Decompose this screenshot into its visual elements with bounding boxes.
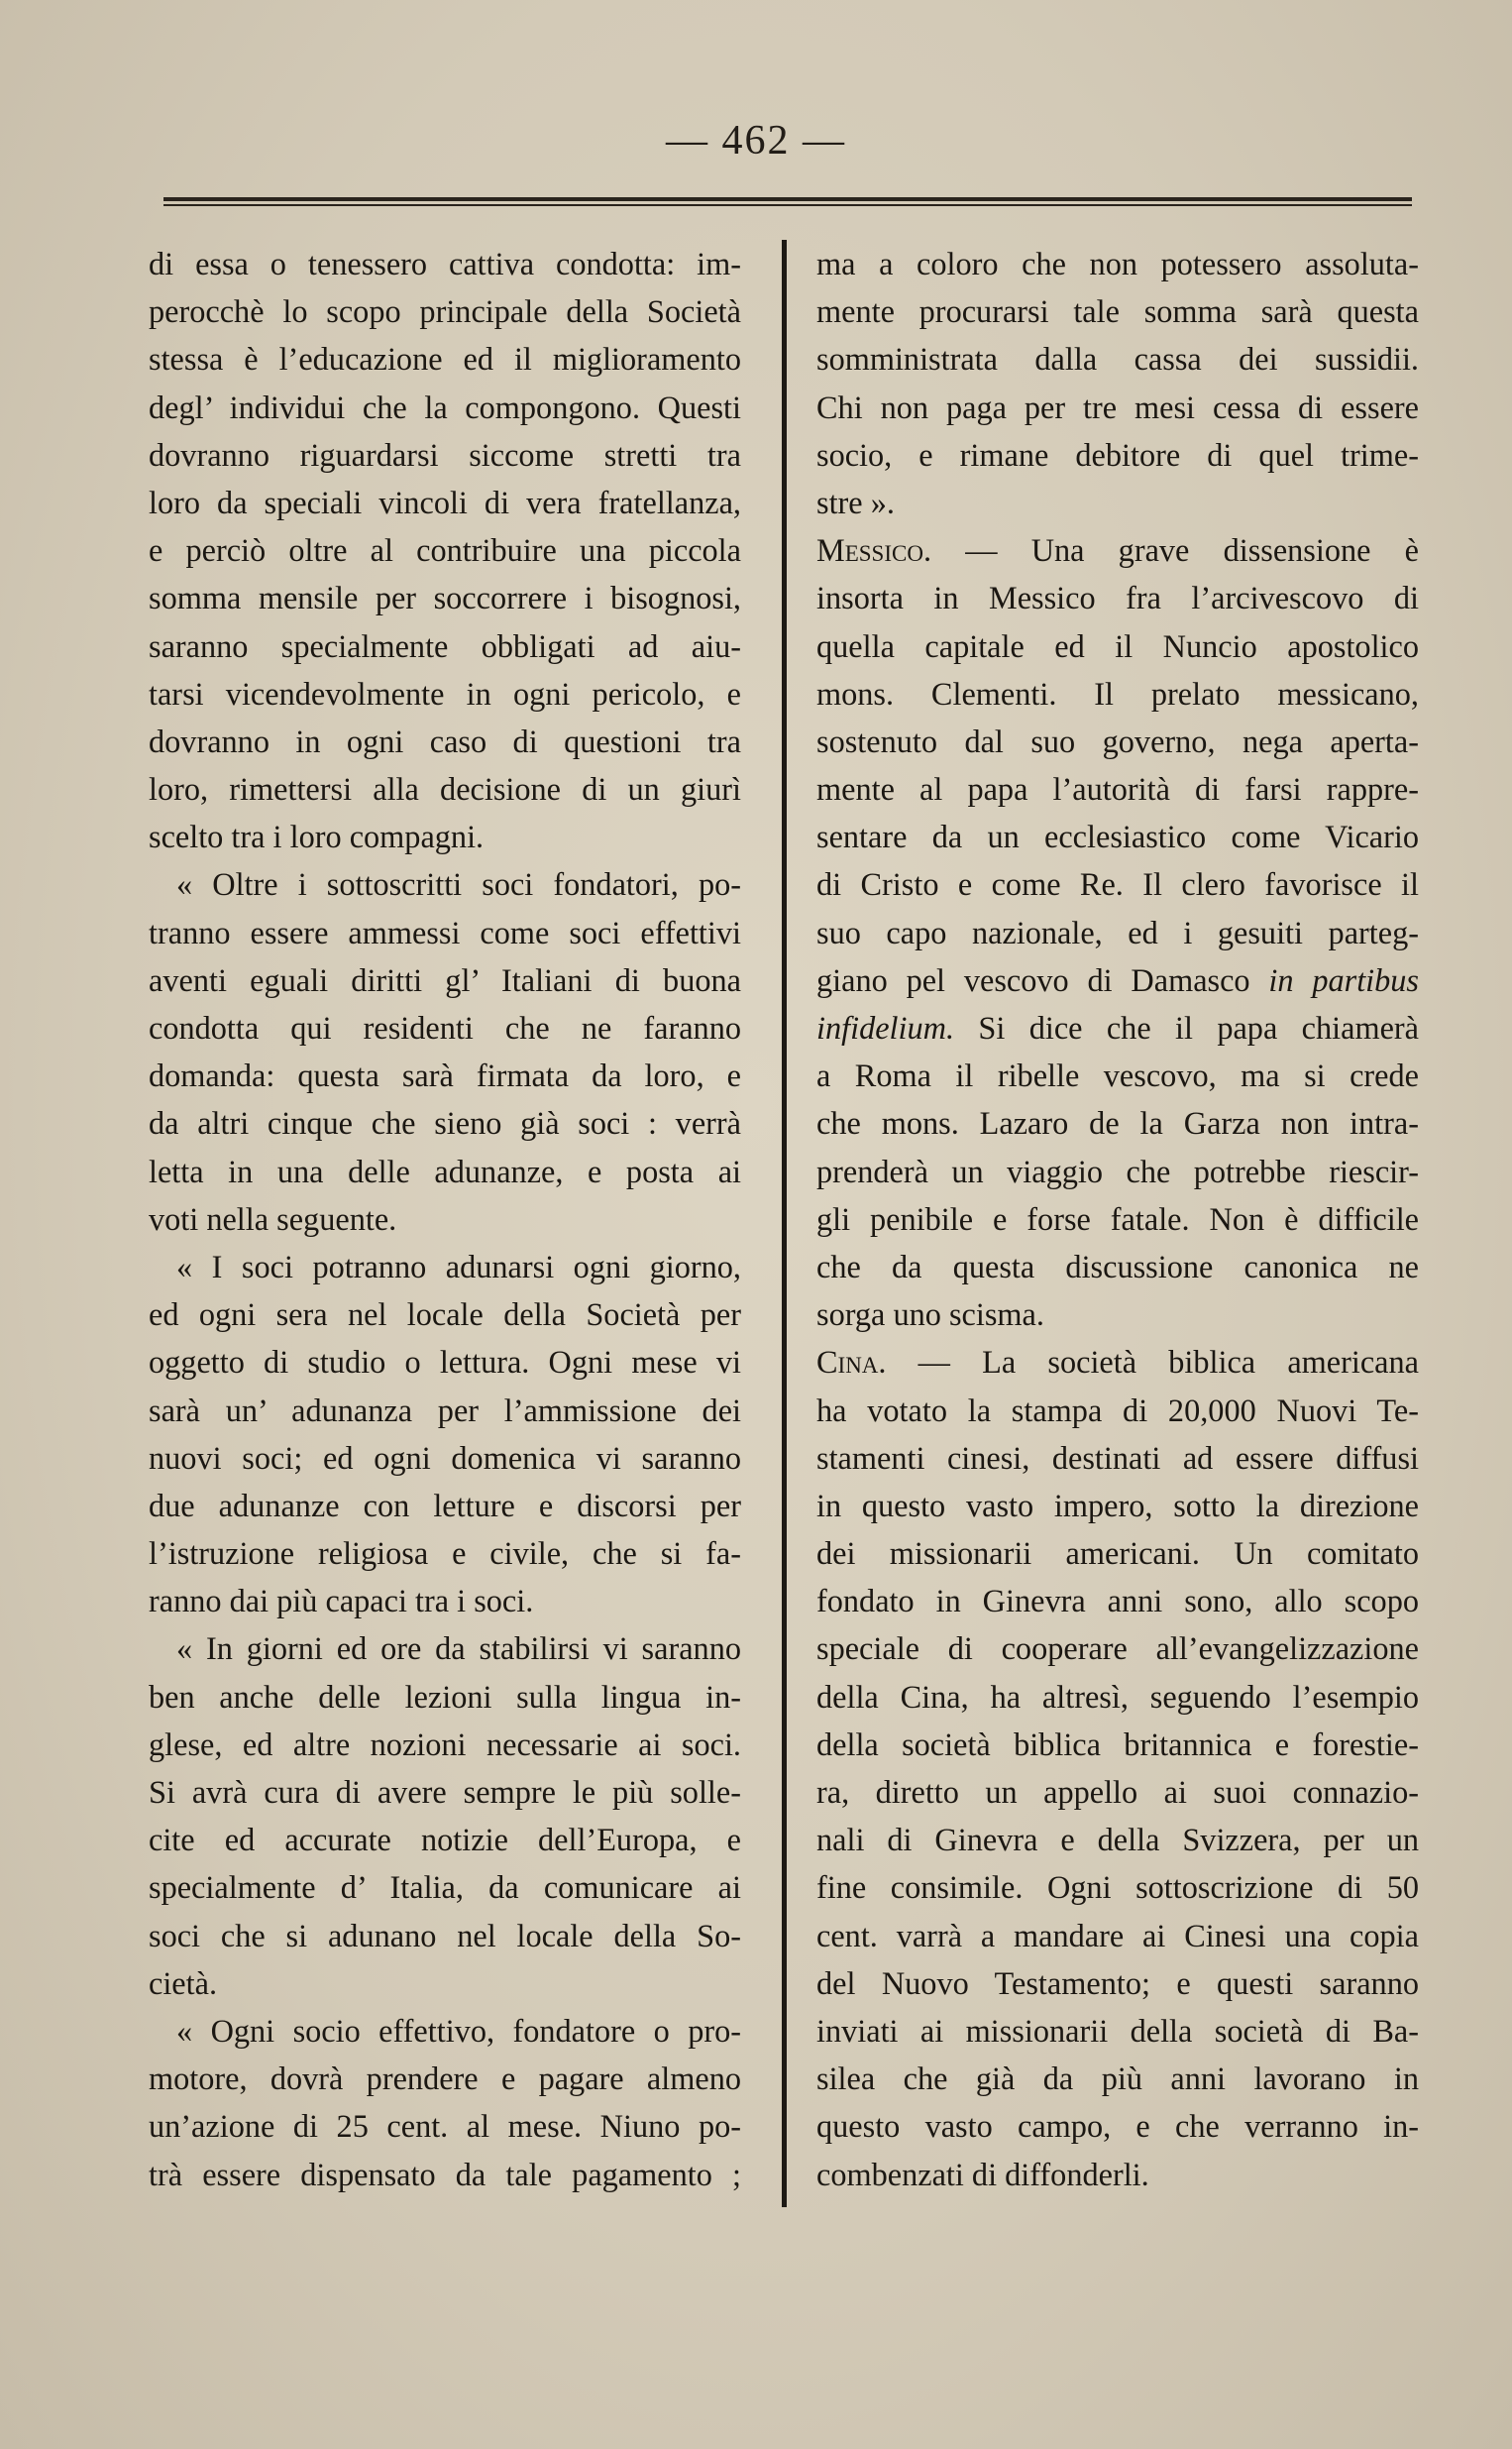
text-line — [816, 1052, 1419, 1099]
text-line — [149, 670, 741, 718]
text-line — [816, 1387, 1419, 1434]
line-text: insorta in Messico fra l’arcivescovo di — [816, 580, 1419, 616]
line-text: nuovi soci; ed ogni domenica vi saranno — [149, 1439, 741, 1476]
text-line — [816, 1673, 1419, 1721]
line-text: del Nuovo Testamento; e questi saranno — [816, 1964, 1419, 2001]
line-text: della Cina, ha altresì, seguendo l’esempio — [816, 1678, 1419, 1715]
text-line — [816, 718, 1419, 765]
header-rule — [163, 197, 1412, 206]
text-line — [149, 2055, 741, 2102]
line-text: loro, rimettersi alla decisione di un giurì — [149, 771, 741, 808]
text-line — [149, 1959, 741, 2007]
text-line — [149, 1577, 741, 1624]
text-line — [816, 860, 1419, 908]
text-line — [149, 574, 741, 621]
line-text: « Oltre i sottoscritti soci fondatori, po- — [176, 866, 741, 903]
text-line — [149, 1721, 741, 1768]
text-line — [149, 479, 741, 526]
text-line — [149, 1768, 741, 1816]
line-text: scelto tra i loro compagni. — [149, 819, 485, 855]
line-text: socio, e rimane debitore di quel trime- — [816, 436, 1419, 473]
line-text: mente procurarsi tale somma sarà questa — [816, 293, 1419, 330]
line-text: a Roma il ribelle vescovo, ma si crede — [816, 1058, 1419, 1094]
line-text: — Una grave dissensione è — [931, 532, 1419, 569]
text-line — [816, 240, 1419, 287]
text-line — [816, 2055, 1419, 2102]
text-line — [816, 479, 1419, 526]
line-text: che mons. Lazaro de la Garza non intra- — [816, 1105, 1419, 1142]
line-text: ma a coloro che non potessero assoluta- — [816, 246, 1419, 281]
text-line — [816, 909, 1419, 956]
text-line — [149, 1387, 741, 1434]
line-text: fondato in Ginevra anni sono, allo scopo — [816, 1583, 1419, 1619]
line-text: da altri cinque che sieno già soci : verrà — [149, 1105, 741, 1142]
text-line — [149, 860, 741, 908]
line-text: stre ». — [816, 484, 895, 520]
line-text: loro da speciali vincoli di vera fratellanza, — [149, 484, 741, 520]
line-text: ha votato la stampa di 20,000 Nuovi Te- — [816, 1391, 1419, 1428]
text-line — [816, 1338, 1419, 1386]
text-line — [149, 335, 741, 383]
line-text: dovranno in ogni caso di questioni tra — [149, 723, 741, 759]
line-text: saranno specialmente obbligati ad aiu- — [149, 627, 741, 664]
line-text: prenderà un viaggio che potrebbe riescir- — [816, 1153, 1419, 1189]
text-line — [816, 1816, 1419, 1863]
text-line — [149, 1099, 741, 1147]
line-text: condotta qui residenti che ne faranno — [149, 1010, 741, 1046]
text-line — [816, 1099, 1419, 1147]
text-line — [149, 1434, 741, 1482]
text-line — [816, 1148, 1419, 1195]
line-text: dovranno riguardarsi siccome stretti tra — [149, 436, 741, 473]
line-text: mons. Clementi. Il prelato messicano, — [816, 675, 1419, 712]
text-line — [816, 1290, 1419, 1338]
line-text: cent. varrà a mandare ai Cinesi una copia — [816, 1917, 1419, 1953]
line-text: ed ogni sera nel locale della Società per — [149, 1296, 741, 1333]
line-text: somma mensile per soccorrere i bisognosi, — [149, 580, 741, 616]
line-text: silea che già da più anni lavorano in — [816, 2060, 1419, 2097]
text-line — [149, 1004, 741, 1052]
line-text: stessa è l’educazione ed il miglioramento — [149, 341, 741, 378]
text-line — [816, 2102, 1419, 2150]
line-text: in questo vasto impero, sotto la direzione — [816, 1487, 1419, 1523]
left-column — [149, 240, 741, 2198]
text-line — [149, 956, 741, 1004]
line-text: un’azione di 25 cent. al mese. Niuno po- — [149, 2108, 741, 2145]
line-text: « In giorni ed ore da stabilirsi vi saranno — [176, 1630, 741, 1667]
line-text: di Cristo e come Re. Il clero favorisce il — [816, 866, 1419, 903]
line-text: sostenuto dal suo governo, nega aperta- — [816, 723, 1419, 759]
text-line — [149, 2007, 741, 2055]
line-text: questo vasto campo, e che verranno in- — [816, 2108, 1419, 2145]
line-text: stamenti cinesi, destinati ad essere diffusi — [816, 1439, 1419, 1476]
line-text: l’istruzione religiosa e civile, che si fa- — [149, 1535, 741, 1572]
text-line — [149, 1529, 741, 1577]
text-line — [816, 1863, 1419, 1911]
line-text: motore, dovrà prendere e pagare almeno — [149, 2060, 741, 2097]
text-line — [149, 813, 741, 860]
line-text: sarà un’ adunanza per l’ammissione dei — [149, 1391, 741, 1428]
text-line — [149, 1148, 741, 1195]
text-line — [149, 718, 741, 765]
text-line — [816, 526, 1419, 574]
line-text: aventi eguali diritti gl’ Italiani di buona — [149, 961, 741, 998]
section-heading: Cina. — [816, 1344, 887, 1381]
text-line — [816, 813, 1419, 860]
line-text: della società biblica britannica e forestie- — [816, 1725, 1419, 1762]
text-line — [816, 1624, 1419, 1672]
text-line — [149, 526, 741, 574]
text-line — [816, 956, 1419, 1004]
text-line — [816, 574, 1419, 621]
line-text: cite ed accurate notizie dell’Europa, e — [149, 1822, 741, 1858]
line-text: somministrata dalla cassa dei sussidii. — [816, 341, 1419, 378]
italic-text: infidelium. — [816, 1010, 955, 1046]
line-text: combenzati di diffonderli. — [816, 2156, 1149, 2192]
line-text: nali di Ginevra e della Svizzera, per un — [816, 1822, 1419, 1858]
text-line — [149, 240, 741, 287]
text-line — [816, 287, 1419, 335]
line-text: ben anche delle lezioni sulla lingua in- — [149, 1678, 741, 1715]
line-text: fine consimile. Ogni sottoscrizione di 50 — [816, 1869, 1419, 1906]
text-line — [149, 1624, 741, 1672]
text-line — [816, 670, 1419, 718]
line-text: cietà. — [149, 1964, 218, 2001]
text-line — [149, 765, 741, 813]
text-line — [816, 765, 1419, 813]
text-line — [149, 1482, 741, 1529]
text-line — [816, 1434, 1419, 1482]
text-line — [149, 1863, 741, 1911]
line-text: letta in una delle adunanze, e posta ai — [149, 1153, 741, 1189]
line-text: giano pel vescovo di Damasco — [816, 961, 1269, 998]
line-text: e perciò oltre al contribuire una piccola — [149, 532, 741, 569]
text-line — [816, 384, 1419, 431]
line-text: trà essere dispensato da tale pagamento ; — [149, 2156, 741, 2192]
line-text: gli penibile e forse fatale. Non è difficile — [816, 1200, 1419, 1237]
line-text: dei missionarii americani. Un comitato — [816, 1535, 1419, 1572]
text-line — [816, 1768, 1419, 1816]
text-line — [816, 1482, 1419, 1529]
line-text: mente al papa l’autorità di farsi rappre- — [816, 771, 1419, 808]
line-text: glese, ed altre nozioni necessarie ai soci. — [149, 1725, 741, 1762]
page-number: — 462 — — [666, 118, 846, 164]
line-text: Chi non paga per tre mesi cessa di essere — [816, 389, 1419, 425]
text-line — [816, 1195, 1419, 1243]
line-text: ra, diretto un appello ai suoi connazio- — [816, 1774, 1419, 1810]
line-text: di essa o tenessero cattiva condotta: im- — [149, 246, 741, 281]
text-line — [816, 1243, 1419, 1290]
line-text: oggetto di studio o lettura. Ogni mese vi — [149, 1344, 741, 1381]
line-text: degl’ individui che la compongono. Questi — [149, 389, 741, 425]
text-line — [149, 1816, 741, 1863]
text-line — [149, 909, 741, 956]
text-line — [816, 2007, 1419, 2055]
text-line — [149, 2151, 741, 2198]
line-text: domanda: questa sarà firmata da loro, e — [149, 1058, 741, 1094]
text-line — [149, 1673, 741, 1721]
line-text: inviati ai missionarii della società di Ba- — [816, 2012, 1419, 2049]
text-line — [149, 622, 741, 670]
line-text: « I soci potranno adunarsi ogni giorno, — [176, 1248, 741, 1284]
line-text: suo capo nazionale, ed i gesuiti parteg- — [816, 914, 1419, 950]
text-line — [816, 1004, 1419, 1052]
text-line — [816, 1959, 1419, 2007]
text-line — [816, 335, 1419, 383]
text-line — [149, 1290, 741, 1338]
italic-text: in partibus — [1268, 961, 1420, 998]
line-text: quella capitale ed il Nuncio apostolico — [816, 627, 1419, 664]
line-text: che da questa discussione canonica ne — [816, 1248, 1419, 1284]
line-text: — La società biblica americana — [886, 1344, 1419, 1381]
text-line — [816, 1912, 1419, 1959]
text-line — [816, 1529, 1419, 1577]
text-line — [816, 1577, 1419, 1624]
text-line — [149, 1338, 741, 1386]
line-text: speciale di cooperare all’evangelizzazione — [816, 1630, 1419, 1667]
line-text: Si avrà cura di avere sempre le più solle- — [149, 1774, 741, 1810]
line-text: soci che si adunano nel locale della So- — [149, 1917, 741, 1953]
line-text: ranno dai più capaci tra i soci. — [149, 1583, 534, 1619]
text-line — [816, 622, 1419, 670]
right-column — [816, 240, 1419, 2198]
text-line — [149, 1052, 741, 1099]
text-line — [149, 431, 741, 479]
line-text: sentare da un ecclesiastico come Vicario — [816, 819, 1419, 855]
text-line — [149, 1243, 741, 1290]
line-text: perocchè lo scopo principale della Società — [149, 293, 741, 330]
line-text: tarsi vicendevolmente in ogni pericolo, e — [149, 675, 741, 712]
line-text: specialmente d’ Italia, da comunicare ai — [149, 1869, 741, 1906]
line-text: due adunanze con letture e discorsi per — [149, 1487, 741, 1523]
section-heading: Messico. — [816, 532, 932, 569]
text-line — [149, 287, 741, 335]
text-line — [816, 431, 1419, 479]
text-line — [149, 1195, 741, 1243]
column-separator — [782, 240, 787, 2207]
text-line — [149, 2102, 741, 2150]
line-text: tranno essere ammessi come soci effettivi — [149, 914, 741, 950]
text-line — [149, 384, 741, 431]
line-text: voti nella seguente. — [149, 1200, 397, 1237]
line-text: « Ogni socio effettivo, fondatore o pro- — [176, 2012, 741, 2049]
text-line — [816, 1721, 1419, 1768]
text-line — [149, 1912, 741, 1959]
text-line — [816, 2151, 1419, 2198]
line-text: Si dice che il papa chiamerà — [954, 1010, 1419, 1046]
line-text: sorga uno scisma. — [816, 1296, 1044, 1333]
